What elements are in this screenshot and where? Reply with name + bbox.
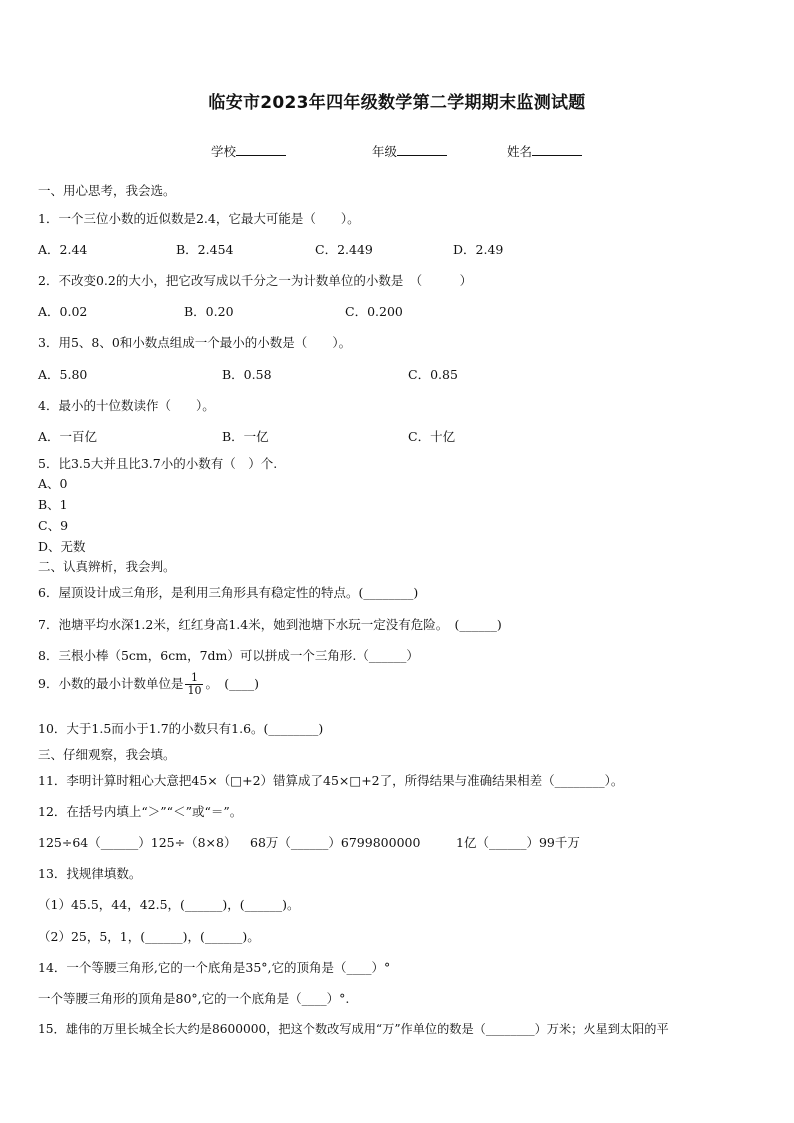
grade-field [372, 142, 447, 160]
question-12-part-2: 68万（______）6799800000 [250, 835, 421, 850]
question-1-option-d: D．2.49 [453, 242, 504, 257]
question-5-option-c: C、9 [38, 518, 69, 533]
question-1-stem: 1．一个三位小数的近似数是2.4，它最大可能是（ ）。 [38, 211, 360, 226]
question-6: 6．屋顶设计成三角形，是利用三角形具有稳定性的特点。(________) [38, 585, 419, 600]
question-10: 10．大于1.5而小于1.7的小数只有1.6。(________) [38, 721, 324, 736]
question-12-part-3: 1亿（______）99千万 [456, 835, 580, 850]
question-2-stem: 2．不改变0.2的大小，把它改写成以千分之一为计数单位的小数是 （ ） [38, 273, 473, 288]
question-2-option-b: B．0.20 [184, 304, 234, 319]
question-2-option-c: C．0.200 [345, 304, 403, 319]
question-1-option-c: C．2.449 [315, 242, 373, 257]
question-4-option-b: B．一亿 [222, 429, 269, 444]
question-12-stem: 12．在括号内填上“＞”“＜”或“＝”。 [38, 804, 243, 819]
section-2-heading: 二、认真辨析，我会判。 [38, 559, 176, 574]
question-9 [38, 672, 259, 697]
question-3-option-c: C．0.85 [408, 367, 458, 382]
question-7: 7．池塘平均水深1.2米，红红身高1.4米，她到池塘下水玩一定没有危险。 (______) [38, 617, 502, 632]
question-9-prefix: 9．小数的最小计数单位是 [38, 676, 184, 691]
question-9-suffix: 。 (____) [205, 676, 259, 691]
question-3-option-b: B．0.58 [222, 367, 272, 382]
question-13-stem: 13．找规律填数。 [38, 866, 142, 881]
section-1-heading: 一、用心思考，我会选。 [38, 183, 176, 198]
page-title: 临安市2023年四年级数学第二学期期末监测试题 [208, 93, 586, 113]
fraction-numerator: 1 [185, 672, 203, 685]
question-2-option-a: A．0.02 [38, 304, 88, 319]
question-12-part-1: 125÷64（______）125÷（8×8） [38, 835, 237, 850]
fraction-denominator: 10 [187, 684, 202, 697]
grade-blank [397, 143, 447, 156]
question-4-option-c: C．十亿 [408, 429, 456, 444]
question-3-stem: 3．用5、8、0和小数点组成一个最小的小数是（ ）。 [38, 335, 352, 350]
question-14-line-1: 14．一个等腰三角形,它的一个底角是35°,它的顶角是（____）° [38, 960, 391, 975]
grade-label: 年级 [372, 144, 398, 159]
school-blank [236, 143, 286, 156]
question-5-option-a: A、0 [38, 476, 68, 491]
question-5-option-b: B、1 [38, 497, 68, 512]
question-4-stem: 4．最小的十位数读作（ ）。 [38, 398, 215, 413]
question-14-line-2: 一个等腰三角形的顶角是80°,它的一个底角是（____）°. [38, 991, 350, 1006]
question-5-option-d: D、无数 [38, 539, 86, 554]
question-11: 11．李明计算时粗心大意把45×（□+2）错算成了45×□+2了，所得结果与准确结果相差（________）。 [38, 773, 624, 788]
question-4-option-a: A．一百亿 [38, 429, 98, 444]
question-9-fraction [185, 672, 203, 697]
question-13-sub-1: （1）45.5，44，42.5，(______)，(______)。 [38, 897, 300, 912]
name-label: 姓名 [507, 144, 533, 159]
question-1-option-b: B．2.454 [176, 242, 234, 257]
question-8: 8．三根小棒（5cm，6cm，7dm）可以拼成一个三角形.（______） [38, 648, 419, 663]
question-1-option-a: A．2.44 [38, 242, 88, 257]
question-5-stem: 5．比3.5大并且比3.7小的小数有（ ）个. [38, 456, 278, 471]
question-3-option-a: A．5.80 [38, 367, 88, 382]
question-15: 15．雄伟的万里长城全长大约是8600000，把这个数改写成用“万”作单位的数是（________）万米；火星到太阳的平 [38, 1022, 669, 1036]
question-13-sub-2: （2）25，5，1，(______)，(______)。 [38, 929, 260, 944]
name-blank [532, 143, 582, 156]
school-field [211, 142, 286, 160]
name-field [507, 142, 582, 160]
section-3-heading: 三、仔细观察，我会填。 [38, 747, 176, 762]
school-label: 学校 [211, 144, 237, 159]
